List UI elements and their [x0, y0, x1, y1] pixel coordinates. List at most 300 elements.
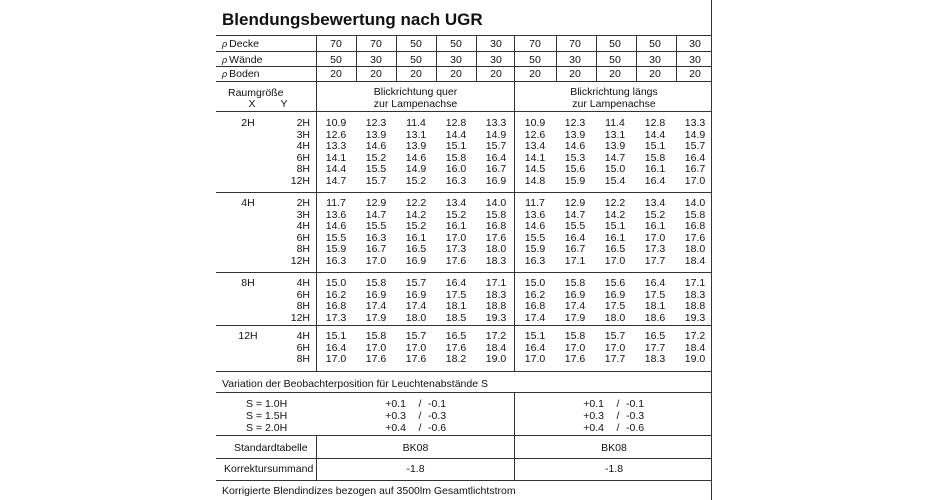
ugr-value-laengs: 16.9: [604, 288, 626, 301]
column-line: [676, 35, 677, 81]
reflectance-value: 20: [529, 68, 541, 80]
ugr-value-laengs: 15.1: [604, 220, 626, 233]
ugr-value-quer: 17.6: [365, 353, 387, 366]
ugr-value-laengs: 15.1: [524, 330, 546, 342]
ugr-value-laengs: 16.5: [604, 243, 626, 256]
ugr-value-quer: 15.7: [405, 277, 427, 289]
ugr-value-quer: 16.7: [485, 163, 507, 176]
ugr-value-laengs: 16.8: [524, 300, 546, 313]
rule-line: [216, 392, 712, 393]
column-line: [356, 35, 357, 81]
ugr-value-quer: 17.6: [445, 255, 467, 267]
data-end-rule: [216, 371, 712, 372]
ugr-value-quer: 12.6: [325, 128, 347, 141]
ugr-value-quer: 14.7: [325, 175, 347, 187]
ugr-value-quer: 12.9: [365, 197, 387, 209]
reflectance-value: 30: [689, 38, 701, 50]
ugr-value-laengs: 14.7: [564, 208, 586, 221]
ugr-value-quer: 13.4: [445, 197, 467, 209]
reflectance-value: 50: [649, 38, 661, 50]
rule-line: [216, 81, 712, 82]
ugr-value-laengs: 15.4: [604, 175, 626, 187]
ugr-value-laengs: 15.5: [564, 220, 586, 233]
ugr-value-quer: 16.1: [445, 220, 467, 233]
reflectance-value: 50: [410, 54, 422, 66]
ugr-value-quer: 12.2: [405, 197, 427, 209]
ugr-value-laengs: 16.1: [604, 231, 626, 244]
reflectance-value: 50: [450, 38, 462, 50]
reflectance-value: 20: [609, 68, 621, 80]
reflectance-value: 20: [569, 68, 581, 80]
ugr-value-quer: 15.7: [365, 175, 387, 187]
ugr-value-quer: 17.2: [485, 330, 507, 342]
variation-label: S = 1.5H: [246, 410, 288, 422]
ugr-value-laengs: 17.1: [684, 277, 706, 289]
ugr-value-laengs: 12.6: [524, 128, 546, 141]
room-x-value: 2H: [241, 117, 255, 129]
ugr-value-quer: 14.4: [325, 163, 347, 176]
ugr-table-sheet: [216, 0, 712, 500]
ugr-value-quer: 18.5: [445, 311, 467, 324]
reflectance-value: 50: [330, 54, 342, 66]
rule-line: [216, 458, 712, 459]
ugr-value-laengs: 17.7: [644, 341, 666, 354]
room-x-value: 8H: [241, 277, 255, 289]
ugr-value-quer: 14.7: [365, 208, 387, 221]
ugr-value-laengs: 15.2: [644, 208, 666, 221]
ugr-value-quer: 15.5: [365, 163, 387, 176]
ugr-value-quer: 12.8: [445, 117, 467, 129]
ugr-value-laengs: 13.1: [604, 128, 626, 141]
view-laengs-line1: Blickrichtung längs: [570, 86, 658, 98]
room-x-value: 12H: [238, 330, 258, 342]
ugr-value-laengs: 12.3: [564, 117, 586, 129]
room-y-value: 3H: [296, 128, 310, 141]
variation-label: S = 2.0H: [246, 422, 288, 434]
reflectance-value: 50: [609, 54, 621, 66]
ugr-value-quer: 13.3: [485, 117, 507, 129]
ugr-value-quer: 14.9: [405, 163, 427, 176]
variation-laengs-minus: -0.1: [626, 398, 645, 410]
ugr-value-laengs: 16.2: [524, 288, 546, 301]
title-rule: [216, 35, 712, 36]
ugr-value-quer: 15.5: [325, 231, 347, 244]
ugr-value-quer: 17.0: [405, 341, 427, 354]
ugr-value-quer: 16.3: [325, 255, 347, 267]
variation-laengs-sep: /: [616, 422, 620, 434]
reflectance-value: 30: [569, 54, 581, 66]
ugr-value-quer: 16.5: [445, 330, 467, 342]
ugr-value-quer: 17.4: [365, 300, 387, 313]
reflectance-value: 50: [410, 38, 422, 50]
ugr-value-quer: 17.0: [365, 255, 387, 267]
column-line: [436, 35, 437, 81]
ugr-value-quer: 18.8: [485, 300, 507, 313]
ugr-value-quer: 16.1: [405, 231, 427, 244]
ugr-value-quer: 13.9: [365, 128, 387, 141]
ugr-value-laengs: 17.4: [564, 300, 586, 313]
ugr-value-quer: 17.5: [445, 288, 467, 301]
ugr-value-laengs: 14.1: [524, 151, 546, 164]
ugr-value-laengs: 16.4: [524, 341, 546, 354]
variation-quer-plus: +0.4: [385, 422, 406, 434]
label-divider: [316, 35, 317, 371]
view-laengs-line2: zur Lampenachse: [572, 98, 656, 110]
ugr-value-quer: 18.3: [485, 255, 507, 267]
ugr-value-laengs: 15.7: [684, 140, 706, 153]
ugr-value-quer: 16.7: [365, 243, 387, 256]
half-divider-lower: [514, 392, 515, 480]
room-x-label: X: [248, 98, 256, 110]
ugr-value-laengs: 11.7: [525, 197, 545, 209]
ugr-value-quer: 16.9: [365, 288, 387, 301]
rule-line: [216, 192, 712, 193]
ugr-value-quer: 16.9: [405, 255, 427, 267]
ugr-value-quer: 10.9: [325, 117, 347, 129]
room-y-value: 3H: [296, 208, 310, 221]
reflectance-value: 20: [410, 68, 422, 80]
column-line: [636, 35, 637, 81]
reflectance-value: 20: [330, 68, 342, 80]
reflectance-value: 70: [330, 38, 342, 50]
ugr-value-laengs: 17.3: [644, 243, 666, 256]
ugr-value-laengs: 17.0: [524, 353, 546, 366]
variation-laengs-minus: -0.6: [626, 422, 645, 434]
standard-table-quer: BK08: [402, 442, 429, 454]
reflectance-value: 20: [689, 68, 701, 80]
correction-label: Korrektursummand: [224, 463, 314, 475]
reflectance-label-2: [222, 68, 260, 80]
ugr-value-quer: 19.0: [485, 353, 507, 366]
ugr-value-quer: 15.2: [445, 208, 467, 221]
ugr-value-quer: 16.2: [325, 288, 347, 301]
ugr-value-laengs: 16.3: [524, 255, 546, 267]
ugr-value-laengs: 10.9: [524, 117, 546, 129]
ugr-value-quer: 13.9: [405, 140, 427, 153]
ugr-value-laengs: 14.6: [564, 140, 586, 153]
ugr-value-quer: 14.1: [325, 151, 347, 164]
ugr-value-laengs: 15.0: [524, 277, 546, 289]
reflectance-label-1: [222, 54, 262, 66]
variation-quer-sep: /: [418, 410, 422, 422]
ugr-value-laengs: 18.4: [684, 255, 706, 267]
variation-quer-minus: -0.3: [428, 410, 447, 422]
ugr-value-quer: 15.2: [405, 220, 427, 233]
ugr-value-quer: 14.9: [485, 128, 507, 141]
ugr-value-laengs: 17.4: [524, 311, 546, 324]
reflectance-value: 70: [569, 38, 581, 50]
ugr-value-quer: 18.4: [485, 341, 507, 354]
ugr-value-quer: 17.0: [445, 231, 467, 244]
reflectance-value: 30: [490, 54, 502, 66]
room-y-value: 6H: [296, 288, 310, 301]
ugr-value-quer: 16.4: [325, 341, 347, 354]
footer-note: Korrigierte Blendindizes bezogen auf 3500lm Gesamtlichtstrom: [222, 485, 516, 497]
outer-right-border: [711, 0, 712, 500]
room-y-value: 8H: [296, 243, 310, 256]
ugr-value-quer: 16.5: [405, 243, 427, 256]
ugr-value-laengs: 17.9: [564, 311, 586, 324]
reflectance-value: 30: [450, 54, 462, 66]
standard-table-laengs: BK08: [601, 442, 627, 454]
reflectance-value: 50: [609, 38, 621, 50]
room-y-value: 8H: [296, 300, 310, 313]
ugr-value-quer: 18.2: [445, 353, 467, 366]
half-divider: [514, 35, 515, 371]
ugr-value-quer: 14.2: [405, 208, 427, 221]
variation-laengs-plus: +0.1: [583, 398, 604, 410]
ugr-value-quer: 17.3: [445, 243, 467, 256]
ugr-value-quer: 15.7: [485, 140, 507, 153]
ugr-value-quer: 15.8: [445, 151, 467, 164]
ugr-value-laengs: 14.2: [604, 208, 626, 221]
room-y-value: 12H: [290, 311, 310, 324]
ugr-value-quer: 15.5: [365, 220, 387, 233]
ugr-value-laengs: 15.9: [524, 243, 546, 256]
ugr-value-laengs: 15.6: [564, 163, 586, 176]
ugr-value-quer: 18.1: [445, 300, 467, 313]
ugr-value-laengs: 17.1: [564, 255, 586, 267]
ugr-value-laengs: 15.8: [564, 277, 586, 289]
rho-symbol: ρ: [222, 69, 228, 79]
ugr-value-laengs: 13.4: [644, 197, 666, 209]
ugr-value-quer: 14.6: [405, 151, 427, 164]
ugr-value-laengs: 19.0: [684, 353, 706, 366]
room-y-value: 8H: [296, 163, 310, 176]
ugr-value-quer: 11.4: [406, 117, 426, 129]
ugr-value-quer: 12.3: [365, 117, 387, 129]
ugr-value-quer: 17.6: [405, 353, 427, 366]
ugr-value-laengs: 15.5: [524, 231, 546, 244]
variation-title: Variation der Beobachterposition für Leuchtenabstände S: [222, 378, 488, 390]
reflectance-value: 70: [370, 38, 382, 50]
ugr-value-quer: 17.4: [405, 300, 427, 313]
room-y-value: 8H: [296, 353, 310, 366]
ugr-value-laengs: 17.0: [604, 341, 626, 354]
ugr-value-quer: 17.6: [445, 341, 467, 354]
ugr-value-laengs: 17.0: [644, 231, 666, 244]
ugr-value-laengs: 17.6: [564, 353, 586, 366]
variation-quer-minus: -0.1: [428, 398, 447, 410]
ugr-value-laengs: 18.1: [644, 300, 666, 313]
ugr-value-laengs: 16.4: [564, 231, 586, 244]
ugr-value-laengs: 12.2: [604, 197, 626, 209]
ugr-value-laengs: 15.8: [564, 330, 586, 342]
reflectance-value: 50: [529, 54, 541, 66]
column-line: [476, 35, 477, 81]
ugr-value-quer: 16.0: [445, 163, 467, 176]
reflectance-name: Wände: [229, 54, 263, 66]
variation-label: S = 1.0H: [246, 398, 288, 410]
ugr-value-laengs: 16.8: [684, 220, 706, 233]
ugr-value-quer: 15.1: [445, 140, 467, 153]
ugr-value-laengs: 18.6: [644, 311, 666, 324]
ugr-value-laengs: 14.8: [524, 175, 546, 187]
reflectance-value: 20: [490, 68, 502, 80]
ugr-value-laengs: 17.0: [564, 341, 586, 354]
variation-laengs-sep: /: [616, 398, 620, 410]
ugr-value-quer: 16.3: [445, 175, 467, 187]
ugr-value-laengs: 17.2: [684, 330, 706, 342]
room-y-value: 2H: [296, 197, 310, 209]
room-y-value: 12H: [290, 255, 310, 267]
ugr-value-quer: 15.1: [325, 330, 347, 342]
ugr-value-laengs: 16.1: [644, 163, 666, 176]
ugr-value-laengs: 18.0: [684, 243, 706, 256]
header-rule: [216, 111, 712, 112]
room-y-value: 4H: [296, 330, 310, 342]
ugr-value-quer: 14.0: [485, 197, 507, 209]
ugr-value-quer: 15.8: [485, 208, 507, 221]
ugr-value-laengs: 14.5: [524, 163, 546, 176]
ugr-value-quer: 17.6: [485, 231, 507, 244]
ugr-value-laengs: 16.4: [644, 277, 666, 289]
ugr-value-laengs: 16.7: [684, 163, 706, 176]
variation-laengs-minus: -0.3: [626, 410, 645, 422]
ugr-value-laengs: 18.8: [684, 300, 706, 313]
room-y-value: 6H: [296, 151, 310, 164]
ugr-value-laengs: 14.4: [644, 128, 666, 141]
ugr-value-quer: 16.4: [445, 277, 467, 289]
ugr-value-quer: 18.0: [485, 243, 507, 256]
room-y-value: 12H: [290, 175, 310, 187]
variation-laengs-sep: /: [616, 410, 620, 422]
room-y-value: 2H: [296, 117, 310, 129]
variation-quer-sep: /: [418, 398, 422, 410]
ugr-value-laengs: 13.3: [684, 117, 706, 129]
reflectance-value: 30: [649, 54, 661, 66]
ugr-value-laengs: 15.9: [564, 175, 586, 187]
ugr-value-quer: 15.2: [405, 175, 427, 187]
ugr-value-laengs: 19.3: [684, 311, 706, 324]
ugr-value-laengs: 16.4: [644, 175, 666, 187]
variation-quer-plus: +0.1: [385, 398, 406, 410]
ugr-value-quer: 15.8: [365, 277, 387, 289]
room-y-value: 6H: [296, 231, 310, 244]
ugr-value-laengs: 12.8: [644, 117, 666, 129]
variation-quer-minus: -0.6: [428, 422, 447, 434]
ugr-value-laengs: 12.9: [564, 197, 586, 209]
reflectance-value: 70: [529, 38, 541, 50]
ugr-value-quer: 13.6: [325, 208, 347, 221]
ugr-value-quer: 18.0: [405, 311, 427, 324]
ugr-value-laengs: 13.9: [604, 140, 626, 153]
ugr-value-laengs: 15.8: [684, 208, 706, 221]
ugr-value-laengs: 18.0: [604, 311, 626, 324]
room-x-value: 4H: [241, 197, 255, 209]
room-y-value: 4H: [296, 140, 310, 153]
rho-symbol: ρ: [222, 55, 228, 65]
ugr-value-laengs: 11.4: [605, 117, 625, 129]
ugr-value-laengs: 16.1: [644, 220, 666, 233]
ugr-value-quer: 14.4: [445, 128, 467, 141]
ugr-value-laengs: 14.6: [524, 220, 546, 233]
ugr-value-quer: 14.6: [365, 140, 387, 153]
reflectance-name: Boden: [229, 68, 260, 80]
correction-quer: -1.8: [406, 463, 425, 475]
standard-table-label: Standardtabelle: [234, 442, 308, 454]
ugr-value-laengs: 18.3: [684, 288, 706, 301]
ugr-value-quer: 15.7: [405, 330, 427, 342]
ugr-value-quer: 15.2: [365, 151, 387, 164]
ugr-value-quer: 16.4: [485, 151, 507, 164]
ugr-value-laengs: 17.0: [604, 255, 626, 267]
ugr-value-quer: 16.9: [485, 175, 507, 187]
ugr-value-laengs: 15.0: [604, 163, 626, 176]
rho-symbol: ρ: [222, 39, 228, 49]
correction-laengs: -1.8: [604, 463, 624, 475]
ugr-value-laengs: 15.1: [644, 140, 666, 153]
variation-quer-sep: /: [418, 422, 422, 434]
rule-line: [216, 66, 712, 67]
ugr-value-quer: 17.3: [325, 311, 347, 324]
ugr-value-laengs: 17.7: [604, 353, 626, 366]
rule-line: [216, 51, 712, 52]
variation-quer-plus: +0.3: [385, 410, 406, 422]
ugr-value-quer: 16.8: [485, 220, 507, 233]
ugr-value-laengs: 15.6: [604, 277, 626, 289]
ugr-value-laengs: 17.0: [684, 175, 706, 187]
variation-laengs-plus: +0.4: [583, 422, 604, 434]
ugr-value-laengs: 14.9: [684, 128, 706, 141]
room-y-value: 4H: [296, 220, 310, 233]
ugr-value-laengs: 18.3: [644, 353, 666, 366]
rule-line: [216, 325, 712, 326]
ugr-value-quer: 15.0: [325, 277, 347, 289]
ugr-value-quer: 17.9: [365, 311, 387, 324]
variation-laengs-plus: +0.3: [583, 410, 604, 422]
ugr-value-quer: 13.3: [325, 140, 347, 153]
reflectance-value: 20: [649, 68, 661, 80]
room-y-label: Y: [280, 98, 288, 110]
room-size-label: Raumgröße: [228, 87, 284, 99]
ugr-value-quer: 17.0: [325, 353, 347, 366]
ugr-value-quer: 16.9: [405, 288, 427, 301]
ugr-value-quer: 17.0: [365, 341, 387, 354]
ugr-value-laengs: 16.5: [644, 330, 666, 342]
ugr-value-laengs: 17.6: [684, 231, 706, 244]
reflectance-value: 30: [370, 54, 382, 66]
ugr-value-laengs: 17.5: [604, 300, 626, 313]
view-quer-line1: Blickrichtung quer: [373, 86, 458, 98]
ugr-value-laengs: 17.7: [644, 255, 666, 267]
ugr-value-quer: 13.1: [405, 128, 427, 141]
ugr-value-laengs: 13.9: [564, 128, 586, 141]
column-line: [396, 35, 397, 81]
ugr-value-quer: 16.3: [365, 231, 387, 244]
ugr-value-quer: 16.8: [325, 300, 347, 313]
reflectance-label-0: [222, 38, 259, 50]
ugr-value-quer: 18.3: [485, 288, 507, 301]
ugr-value-laengs: 15.7: [604, 330, 626, 342]
ugr-value-laengs: 15.3: [564, 151, 586, 164]
reflectance-value: 20: [450, 68, 462, 80]
column-line: [556, 35, 557, 81]
view-quer-line2: zur Lampenachse: [373, 98, 458, 110]
room-y-value: 4H: [296, 277, 310, 289]
room-y-value: 6H: [296, 341, 310, 354]
ugr-value-laengs: 16.4: [684, 151, 706, 164]
reflectance-value: 30: [689, 54, 701, 66]
ugr-value-laengs: 17.5: [644, 288, 666, 301]
ugr-value-quer: 17.1: [485, 277, 507, 289]
ugr-value-laengs: 15.8: [644, 151, 666, 164]
ugr-value-quer: 19.3: [485, 311, 507, 324]
ugr-value-laengs: 14.7: [604, 151, 626, 164]
reflectance-name: Decke: [229, 38, 259, 50]
column-line: [596, 35, 597, 81]
rule-line: [216, 435, 712, 436]
